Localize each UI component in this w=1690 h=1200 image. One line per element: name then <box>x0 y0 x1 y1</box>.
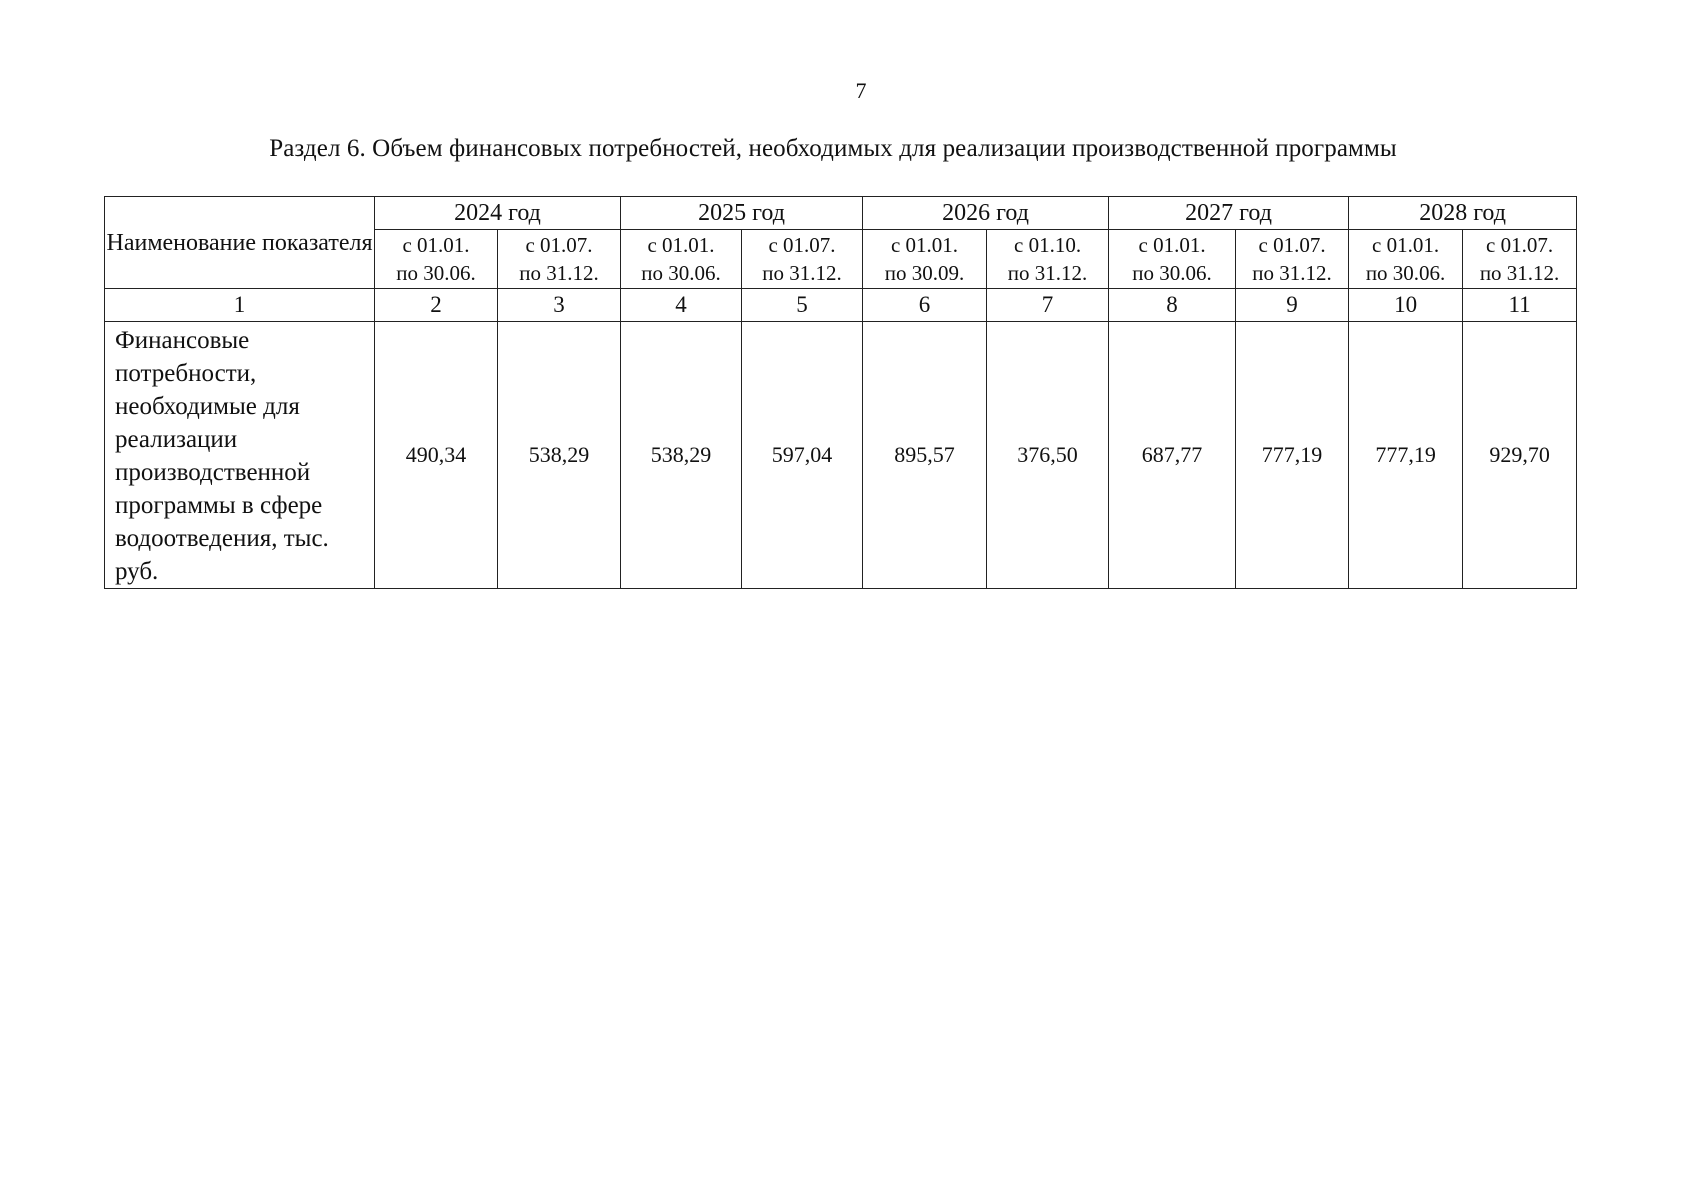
period-end: по 31.12. <box>1007 261 1088 285</box>
period-header <box>621 230 742 289</box>
period-start: с 01.10. <box>1014 233 1082 257</box>
period-header <box>987 230 1109 289</box>
financial-needs-table <box>104 196 1577 589</box>
year-header: 2024 год <box>375 197 621 230</box>
period-end: по 30.06. <box>1365 261 1446 285</box>
period-start: с 01.01. <box>1372 233 1440 257</box>
value-cell: 376,50 <box>987 322 1109 589</box>
column-number: 3 <box>498 289 621 322</box>
indicator-name: Финансовые потребности, необходимые для реализации производственной программы в сфере водоотведения, тыс. руб. <box>105 322 375 589</box>
value-cell: 687,77 <box>1109 322 1236 589</box>
column-number: 5 <box>742 289 863 322</box>
period-start: с 01.01. <box>647 233 715 257</box>
period-start: с 01.01. <box>890 233 959 257</box>
table-row <box>105 322 1577 589</box>
year-header: 2028 год <box>1349 197 1577 230</box>
period-header <box>1109 230 1236 289</box>
period-end: по 31.12. <box>1252 261 1332 285</box>
period-start: с 01.01. <box>402 233 470 257</box>
column-number-row <box>105 289 1577 322</box>
value-cell: 777,19 <box>1349 322 1463 589</box>
period-header <box>375 230 498 289</box>
value-cell: 538,29 <box>621 322 742 589</box>
value-cell: 597,04 <box>742 322 863 589</box>
value-cell: 895,57 <box>863 322 987 589</box>
period-start: с 01.01. <box>1138 233 1206 257</box>
column-number: 11 <box>1463 289 1577 322</box>
period-end: по 30.06. <box>1132 261 1212 285</box>
value-cell: 777,19 <box>1236 322 1349 589</box>
period-header <box>1349 230 1463 289</box>
column-number: 2 <box>375 289 498 322</box>
period-header <box>498 230 621 289</box>
section-title: Раздел 6. Объем финансовых потребностей, необходимых для реализации производственной программы <box>269 135 1397 162</box>
period-header <box>863 230 987 289</box>
column-number: 1 <box>105 289 375 322</box>
year-header-row <box>105 197 1577 230</box>
period-start: с 01.07. <box>1486 233 1554 257</box>
period-start: с 01.07. <box>768 233 836 257</box>
period-header <box>1236 230 1349 289</box>
column-number: 10 <box>1349 289 1463 322</box>
column-number: 6 <box>863 289 987 322</box>
period-end: по 30.06. <box>396 261 476 285</box>
period-end: по 31.12. <box>762 261 842 285</box>
page-number: 7 <box>855 78 867 103</box>
column-number: 4 <box>621 289 742 322</box>
column-number: 7 <box>987 289 1109 322</box>
year-header: 2026 год <box>863 197 1109 230</box>
period-end: по 31.12. <box>1479 261 1560 285</box>
period-end: по 30.06. <box>641 261 721 285</box>
period-end: по 31.12. <box>519 261 599 285</box>
year-header: 2027 год <box>1109 197 1349 230</box>
period-header <box>1463 230 1577 289</box>
year-header: 2025 год <box>621 197 863 230</box>
column-number: 8 <box>1109 289 1236 322</box>
period-start: с 01.07. <box>525 233 593 257</box>
value-cell: 490,34 <box>375 322 498 589</box>
value-cell: 929,70 <box>1463 322 1577 589</box>
column-number: 9 <box>1236 289 1349 322</box>
value-cell: 538,29 <box>498 322 621 589</box>
period-header <box>742 230 863 289</box>
period-start: с 01.07. <box>1258 233 1326 257</box>
name-column-header: Наименование показателя <box>105 197 375 289</box>
period-end: по 30.09. <box>884 261 965 285</box>
